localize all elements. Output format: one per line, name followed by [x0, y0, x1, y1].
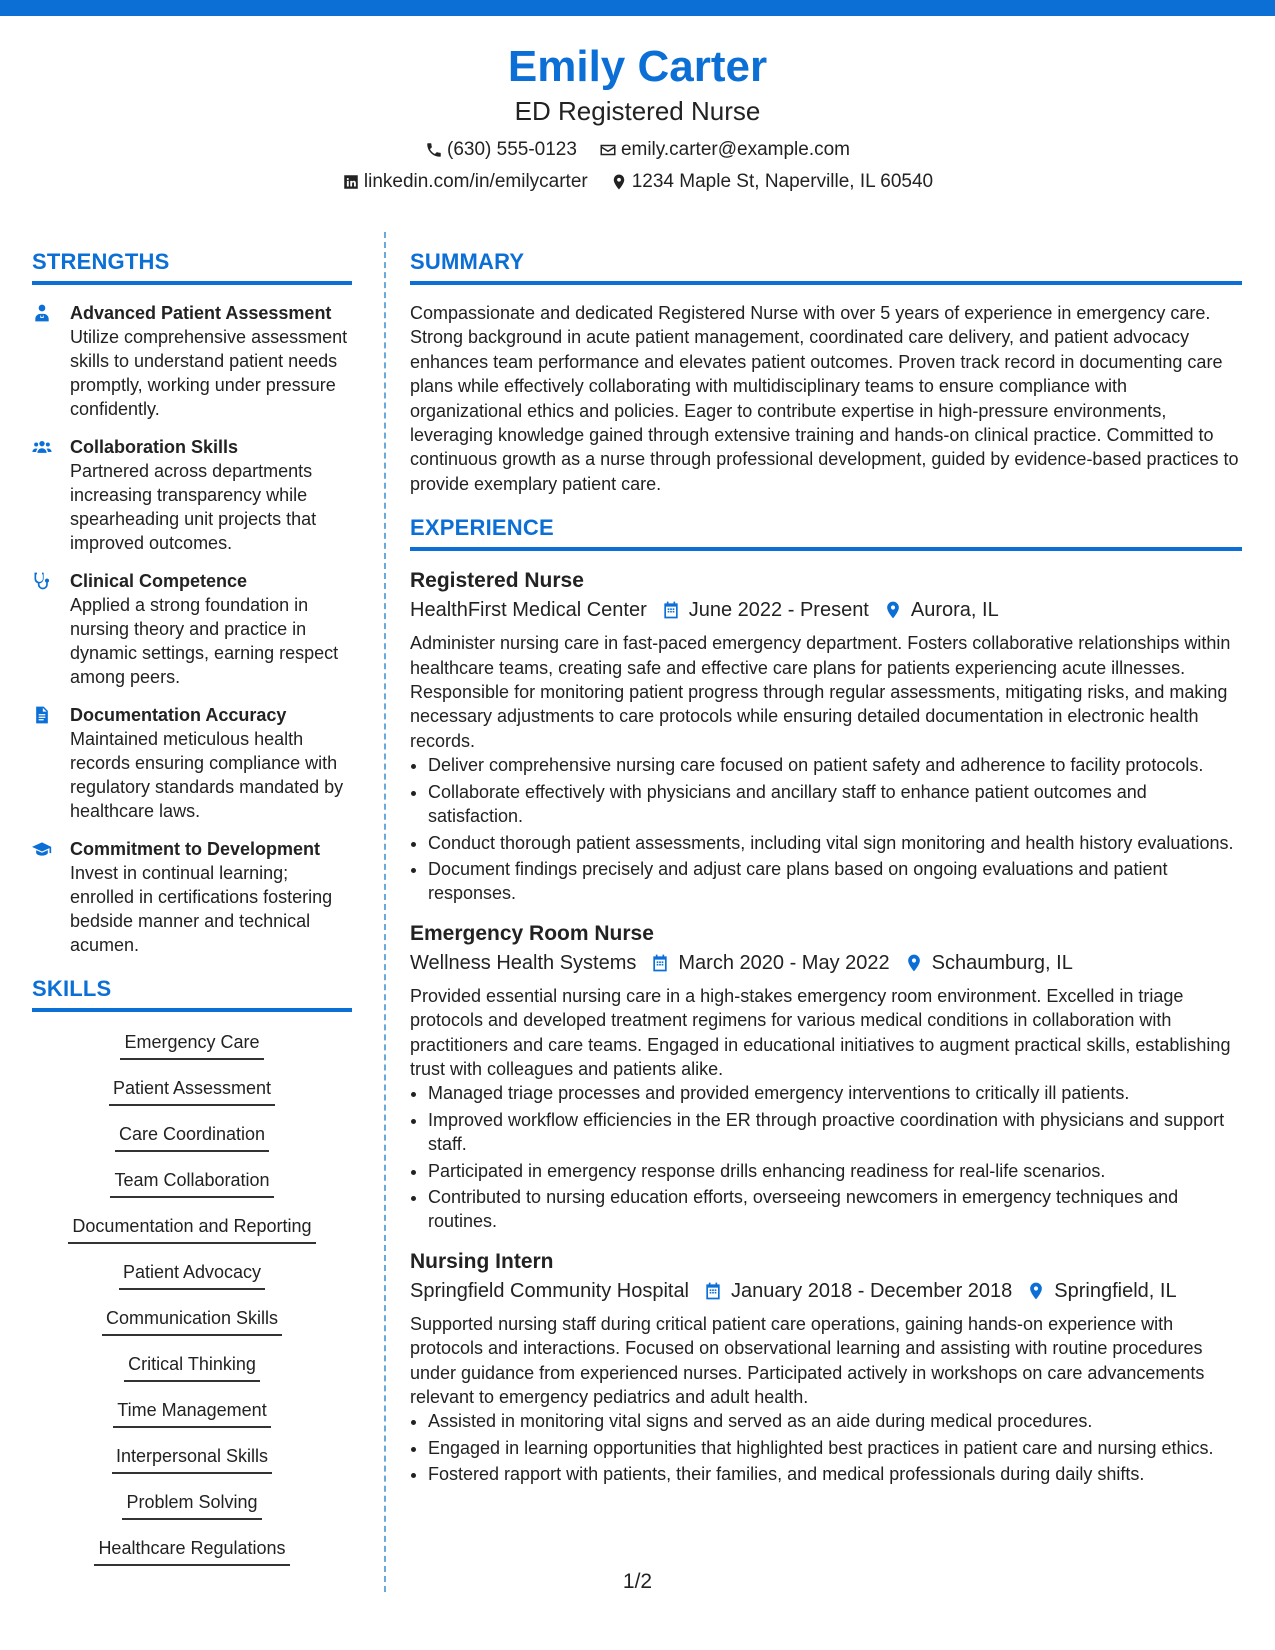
- strength-item: [32, 837, 352, 957]
- linkedin-text: linkedin.com/in/emilycarter: [363, 171, 588, 192]
- strength-desc: Applied a strong foundation in nursing theory and practice in dynamic settings, earning respect among peers.: [70, 595, 339, 687]
- strength-title: Clinical Competence: [70, 571, 248, 591]
- job-description: Supported nursing staff during critical patient care operations, gaining hands-on experience with protocols and interactions. Focused on observational learning and assisting with routine procedures under guidance from experienced nurses. Participated actively in workshops on care advancements relevant to emergency pediatrics and adult health.: [410, 1313, 1205, 1407]
- skill-tag: Problem Solving: [122, 1490, 261, 1520]
- candidate-title: ED Registered Nurse: [514, 96, 761, 126]
- skill-tag: Interpersonal Skills: [112, 1444, 272, 1474]
- contact-email[interactable]: [599, 138, 850, 162]
- job-bullet: • Participated in emergency response drills enhancing readiness for real-life scenarios.: [428, 1159, 1242, 1183]
- job-bullet: • Document findings precisely and adjust care plans based on ongoing evaluations and patient responses.: [428, 857, 1242, 906]
- right-column: [410, 248, 1242, 1501]
- summary-heading: SUMMARY: [410, 248, 1242, 285]
- calendar-icon: [703, 1281, 723, 1301]
- strength-desc: Invest in continual learning; enrolled in certifications fostering bedside manner and technical acumen.: [70, 863, 333, 955]
- phone-text: (630) 555-0123: [447, 139, 577, 160]
- column-divider: [384, 232, 386, 1592]
- skill-tag: Care Coordination: [115, 1122, 269, 1152]
- strengths-heading: STRENGTHS: [32, 248, 352, 285]
- job-bullet: • Improved workflow efficiencies in the ER through proactive coordination with physicians and support staff.: [428, 1108, 1242, 1157]
- address-text: 1234 Maple St, Naperville, IL 60540: [631, 171, 934, 192]
- skill-tag: Documentation and Reporting: [68, 1214, 315, 1244]
- job-entry: [410, 920, 1242, 1234]
- email-text: emily.carter@example.com: [620, 139, 850, 160]
- job-bullet: • Managed triage processes and provided emergency interventions to critically ill patients.: [428, 1081, 1242, 1105]
- job-meta: [410, 595, 1242, 625]
- skill-tag: Communication Skills: [102, 1306, 282, 1336]
- job-title: Nursing Intern: [410, 1249, 554, 1273]
- stethoscope-icon: [32, 571, 52, 591]
- contact-address: [610, 170, 933, 194]
- job-bullets: [410, 753, 1242, 905]
- skill-tag: Team Collaboration: [110, 1168, 273, 1198]
- job-bullets: [410, 1081, 1242, 1233]
- resume-header: [0, 40, 1275, 194]
- job-company: Springfield Community Hospital: [410, 1279, 690, 1302]
- contact-linkedin[interactable]: [342, 170, 588, 194]
- skill-tag: Time Management: [113, 1398, 270, 1428]
- skill-tag: Critical Thinking: [124, 1352, 260, 1382]
- strength-desc: Utilize comprehensive assessment skills to understand patient needs promptly, working under pressure confidently.: [70, 327, 348, 419]
- strength-item: [32, 301, 352, 421]
- job-meta: [410, 948, 1242, 978]
- job-dates: January 2018 - December 2018: [731, 1279, 1013, 1302]
- job-bullet: • Collaborate effectively with physicians and ancillary staff to enhance patient outcomes and satisfaction.: [428, 780, 1242, 829]
- job-entry: [410, 567, 1242, 905]
- graduation-cap-icon: [32, 839, 52, 859]
- user-doctor-icon: [32, 303, 52, 323]
- linkedin-icon: [342, 173, 360, 191]
- page-number: 1/2: [622, 1570, 653, 1593]
- job-bullet: • Contributed to nursing education efforts, overseeing newcomers in emergency techniques and routines.: [428, 1185, 1242, 1234]
- job-title: Emergency Room Nurse: [410, 921, 654, 945]
- map-pin-icon: [904, 953, 924, 973]
- map-pin-icon: [1026, 1281, 1046, 1301]
- skill-tag: Emergency Care: [120, 1030, 263, 1060]
- calendar-icon: [661, 600, 681, 620]
- job-bullet: • Deliver comprehensive nursing care focused on patient safety and adherence to facility protocols.: [428, 753, 1242, 777]
- contact-phone[interactable]: [425, 138, 577, 162]
- skills-heading: SKILLS: [32, 975, 352, 1012]
- contact-row-2: [0, 170, 1275, 194]
- strength-title: Advanced Patient Assessment: [70, 303, 332, 323]
- contact-row-1: [0, 138, 1275, 162]
- strength-desc: Maintained meticulous health records ensuring compliance with regulatory standards mandated by healthcare laws.: [70, 729, 344, 821]
- map-pin-icon: [883, 600, 903, 620]
- job-company: Wellness Health Systems: [410, 951, 637, 974]
- phone-icon: [425, 141, 443, 159]
- job-location: Springfield, IL: [1054, 1279, 1177, 1302]
- job-location: Aurora, IL: [910, 599, 999, 622]
- skill-tag: Patient Advocacy: [119, 1260, 265, 1290]
- calendar-icon: [650, 953, 670, 973]
- users-icon: [32, 437, 52, 457]
- job-dates: March 2020 - May 2022: [678, 951, 890, 974]
- job-description: Administer nursing care in fast-paced emergency department. Fosters collaborative relationships within healthcare teams, creating safe and effective care plans for patients experiencing acute illnesses. Responsible for monitoring patient progress through regular assessments, mitigating risks, and making necessary adjustments to care protocols while ensuring detailed documentation in electronic health records.: [410, 633, 1231, 751]
- skill-tag: Healthcare Regulations: [94, 1536, 289, 1566]
- job-company: HealthFirst Medical Center: [410, 599, 647, 622]
- experience-heading: EXPERIENCE: [410, 514, 1242, 551]
- job-bullet: • Fostered rapport with patients, their families, and medical professionals during daily shifts.: [428, 1462, 1242, 1486]
- document-icon: [32, 705, 52, 725]
- top-accent-bar: [0, 0, 1275, 16]
- left-column: [32, 248, 352, 1582]
- skill-tag: Patient Assessment: [109, 1076, 275, 1106]
- job-description: Provided essential nursing care in a high-stakes emergency room environment. Excelled in triage protocols and developed treatment regimens for various medical conditions in collaboration with practitioners and care teams. Engaged in educational initiatives to augment practical skills, establishing trust with colleagues and patients alike.: [410, 985, 1231, 1079]
- strength-item: [32, 435, 352, 555]
- job-entry: [410, 1248, 1242, 1487]
- strength-title: Collaboration Skills: [70, 437, 239, 457]
- job-bullet: • Engaged in learning opportunities that highlighted best practices in patient care and nursing ethics.: [428, 1436, 1242, 1460]
- candidate-name: Emily Carter: [507, 42, 768, 91]
- job-title: Registered Nurse: [410, 569, 584, 593]
- job-location: Schaumburg, IL: [931, 951, 1073, 974]
- job-bullets: [410, 1409, 1242, 1486]
- job-bullet: • Conduct thorough patient assessments, including vital sign monitoring and health history evaluations.: [428, 831, 1242, 855]
- skills-list: [32, 1028, 352, 1582]
- strength-desc: Partnered across departments increasing transparency while spearheading unit projects that improved outcomes.: [70, 461, 317, 553]
- job-meta: [410, 1276, 1242, 1306]
- summary-text: Compassionate and dedicated Registered Nurse with over 5 years of experience in emergency care. Strong background in acute patient management, coordinated care delivery, and patient advocacy enhances team performance and elevates patient outcomes. Proven track record in documenting care plans while effectively collaborating with multidisciplinary teams to ensure compliance with organizational ethics and policies. Eager to contribute expertise in high-pressure environments, leveraging knowledge gained through extensive training and hands-on clinical practice. Committed to continuous growth as a nurse through professional development, guided by evidence-based practices to provide exemplary patient care.: [410, 303, 1239, 494]
- strength-item: [32, 703, 352, 823]
- envelope-icon: [599, 141, 617, 159]
- strength-item: [32, 569, 352, 689]
- job-dates: June 2022 - Present: [688, 599, 869, 622]
- strength-title: Commitment to Development: [70, 839, 321, 859]
- strength-title: Documentation Accuracy: [70, 705, 287, 725]
- map-pin-icon: [610, 173, 628, 191]
- job-bullet: • Assisted in monitoring vital signs and served as an aide during medical procedures.: [428, 1409, 1242, 1433]
